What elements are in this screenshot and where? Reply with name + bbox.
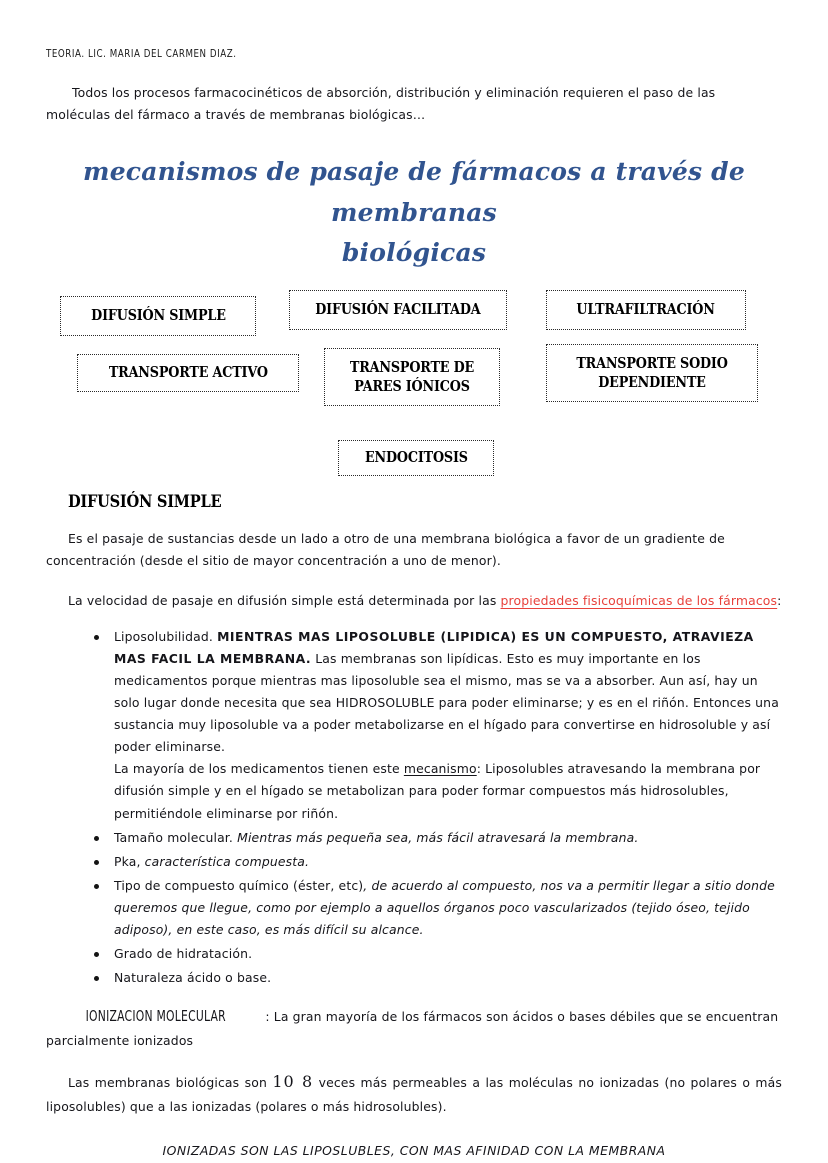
ionization-heading: IONIZACION MOLECULAR	[85, 1007, 226, 1026]
list-item-tamano-molecular	[94, 827, 782, 849]
highlight-propiedades-fisicoquimicas: propiedades fisicoquímicas de los fármacos	[500, 592, 778, 608]
page-title-line-2: biológicas	[341, 238, 487, 268]
velocity-text-suffix: :	[777, 592, 782, 608]
mechanism-box-label: ULTRAFILTRACIÓN	[576, 301, 716, 319]
section-heading	[68, 492, 782, 512]
page-title-line-1: mecanismos de pasaje de fármacos a través de membranas	[83, 157, 745, 227]
bullet-italic-tamano: Mientras más pequeña sea, más fácil atravesará la membrana.	[237, 829, 639, 845]
bullet-body-liposolubilidad: Las membranas son lipídicas. Esto es muy importante en los medicamentos porque mientras mas liposoluble sea el mismo, mas se va a absorber. Aun así, hay un solo lugar donde necesita que sea HIDROSOLUBLE para poder eliminarse; y es en el riñón. Entonces una sustancia muy liposoluble va a poder metabolizarse en el hígado para convertirse en hidrosoluble y así poder eliminarse.	[114, 650, 779, 755]
permeability-suffix: veces más permeables a las moléculas no ionizadas (no polares o más liposolubles) que a las ionizadas (polares o más hidrosolubles).	[46, 1074, 782, 1115]
mechanism-box-label: DIFUSIÓN SIMPLE	[90, 307, 226, 325]
mechanism-box-endocitosis	[338, 440, 494, 476]
ionization-paragraph	[46, 1003, 782, 1052]
mechanism-box-transporte-pares-ionicos	[324, 348, 500, 406]
mechanism-box-group	[46, 296, 782, 486]
mechanism-box-difusion-facilitada	[289, 290, 507, 330]
permeability-paragraph	[46, 1068, 782, 1119]
list-item-naturaleza-acido-base	[94, 967, 782, 989]
mechanism-box-label: ENDOCITOSIS	[364, 449, 468, 467]
bullet-italic-pka: característica compuesta.	[144, 853, 310, 869]
mechanism-box-difusion-simple	[60, 296, 256, 336]
mechanism-box-label: TRANSPORTE ACTIVO	[108, 364, 268, 382]
ionization-heading-suffix: :	[265, 1009, 274, 1025]
mechanism-box-transporte-sodio-dependiente	[546, 344, 758, 402]
bullet-italic-tipo-compuesto: , de acuerdo al compuesto, nos va a permitir llegar a sitio donde queremos que llegue, como por ejemplo a aquellos órganos poco vascularizados (tejido óseo, tejido adiposo), en este caso, es más difícil su alcance.	[114, 877, 775, 937]
permeability-factor: 10 8	[272, 1071, 314, 1091]
course-byline: TEORIA. LIC. MARIA DEL CARMEN DIAZ.	[46, 48, 237, 60]
list-item-grado-hidratacion	[94, 943, 782, 965]
closing-note: IONIZADAS SON LAS LIPOSLUBLES, CON MAS AFINIDAD CON LA MEMBRANA	[162, 1143, 666, 1159]
bullet-lead-tamano: Tamaño molecular.	[114, 829, 238, 845]
section-paragraph-definition: Es el pasaje de sustancias desde un lado a otro de una membrana biológica a favor de un gradiente de concentración (desde el sitio de mayor concentración a uno de menor).	[46, 530, 725, 568]
properties-list	[46, 626, 782, 989]
ionization-body: La gran mayoría de los fármacos son ácidos o bases débiles que se encuentran parcialmente ionizados	[46, 1009, 779, 1048]
mechanism-box-label: DIFUSIÓN FACILITADA	[315, 301, 481, 319]
mechanism-box-label: TRANSPORTE SODIO DEPENDIENTE	[576, 354, 728, 391]
mechanism-box-label: TRANSPORTE DE PARES IÓNICOS	[349, 358, 475, 395]
mechanism-box-transporte-activo	[77, 354, 299, 392]
list-item-tipo-compuesto	[94, 875, 782, 941]
list-item-pka	[94, 851, 782, 873]
bullet-lead-tipo-compuesto: Tipo de compuesto químico (éster, etc)	[114, 877, 364, 893]
page-title	[46, 152, 782, 274]
list-item-liposolubilidad	[94, 626, 782, 825]
bullet-lead-liposolubilidad: Liposolubilidad.	[114, 628, 218, 644]
bullet-text-grado-hidratacion: Grado de hidratación.	[114, 945, 253, 961]
mechanism-box-ultrafiltracion	[546, 290, 746, 330]
bullet-sub-suffix-mecanismo: : Liposolubles atravesando la membrana por difusión simple y en el hígado se metabolizan para poder formar compuestos más hidrosolubles, permitiéndole eliminarse por riñón.	[114, 761, 761, 821]
bullet-lead-pka: Pka,	[114, 853, 145, 869]
bullet-text-naturaleza: Naturaleza ácido o base.	[114, 970, 272, 986]
bullet-sub-prefix-mecanismo: La mayoría de los medicamentos tienen este	[114, 761, 404, 777]
section-heading-text: DIFUSIÓN SIMPLE	[68, 491, 222, 512]
section-paragraph-velocity	[46, 590, 782, 612]
bullet-emphasis-membrana: MIENTRAS MAS LIPOSOLUBLE (LIPIDICA) ES UN COMPUESTO, ATRAVIEZA MAS FACIL LA MEMBRANA.	[114, 628, 754, 666]
velocity-text-prefix: La velocidad de pasaje en difusión simple está determinada por las	[68, 592, 501, 608]
bullet-sub-underline-mecanismo: mecanismo	[403, 761, 477, 777]
intro-paragraph: Todos los procesos farmacocinéticos de absorción, distribución y eliminación requieren el paso de las moléculas del fármaco a través de membranas biológicas…	[46, 85, 716, 123]
permeability-prefix: Las membranas biológicas son	[68, 1074, 273, 1090]
